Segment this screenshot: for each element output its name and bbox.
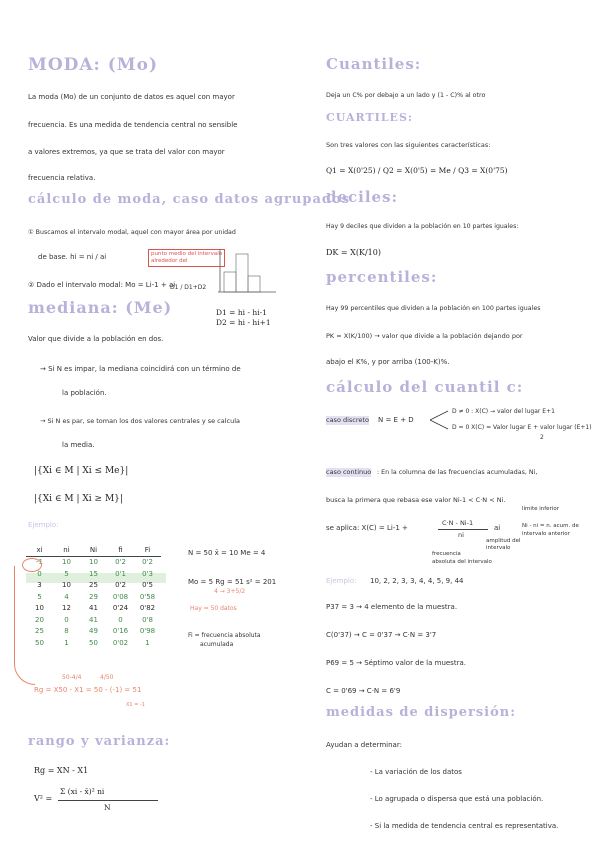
cell: 10 — [62, 581, 71, 590]
percentiles-title: percentiles: — [326, 268, 438, 286]
red-calc-2: Hay = 50 datos — [190, 605, 237, 612]
c037-line: C(0'37) → C = 0'37 → C·N = 3'7 — [326, 631, 437, 639]
cell: 5 — [37, 592, 42, 601]
cell: 8 — [64, 627, 69, 636]
moda-title: MODA: (Mo) — [28, 55, 158, 75]
cell: 10 — [89, 558, 98, 567]
d1-formula: D1 = hi - hi-1 — [216, 308, 267, 317]
dispersion-item-3: - Si la medida de tendencia central es representativa. — [370, 822, 559, 830]
cell: 41 — [89, 604, 98, 613]
frequency-table — [26, 544, 161, 649]
cuartiles-formula: Q1 = X(0'25) / Q2 = X(0'5) = Me / Q3 = X(0'75) — [326, 166, 508, 175]
cell: 25 — [35, 627, 44, 636]
dispersion-intro: Ayudan a determinar: — [326, 741, 402, 749]
cell: 0'82 — [139, 604, 156, 613]
cell: 10 — [62, 558, 71, 567]
continuo-frac-line — [438, 529, 488, 530]
moda-text-line-4: frecuencia relativa. — [28, 174, 96, 182]
deciles-line: Hay 9 deciles que dividen a la población en 10 partes iguales: — [326, 223, 519, 230]
rg-formula-example: Rg = X50 - X1 = 50 - (-1) = 51 — [34, 686, 142, 694]
moda-step-2-fraction: D1 / D1+D2 — [170, 284, 207, 291]
moda-text-line-1: La moda (Mo) de un conjunto de datos es aquel con mayor — [28, 93, 235, 101]
table-header-row — [26, 544, 161, 556]
cell: 29 — [89, 592, 98, 601]
cell: -1 — [36, 558, 43, 567]
ejemplo-label-left: Ejemplo: — [28, 521, 59, 529]
table-row — [26, 626, 161, 638]
amplitud-note-1: amplitud del — [486, 538, 521, 544]
caso-continuo-line-2: busca la primera que rebasa ese valor Ni-1 < C·N < Ni. — [326, 496, 506, 504]
stats-line-2: Mo = 5 Rg = 51 s² = 201 — [188, 578, 277, 586]
cell: 0'58 — [139, 592, 156, 601]
set-formula-1: |{Xi ∈ M | Xi ≤ Me}| — [34, 466, 129, 476]
cell: 0 — [37, 569, 42, 578]
cell: 5 — [64, 569, 69, 578]
cell: 0'16 — [112, 627, 129, 636]
mini-histogram — [216, 246, 280, 296]
deciles-title: deciles: — [326, 188, 399, 206]
red-calc-4: acumulada — [200, 641, 234, 648]
cell: 25 — [89, 581, 98, 590]
cell: 50 — [35, 638, 44, 647]
cell: 4 — [64, 592, 69, 601]
moda-step-1b: de base. hi = ni / ai — [38, 253, 107, 261]
variance-denominator: N — [104, 803, 111, 812]
branch-brace — [428, 408, 450, 432]
red-note-line-1: punto medio del intervalo — [151, 251, 223, 257]
ni-note-2: intervalo anterior — [522, 531, 570, 537]
se-aplica-formula: se aplica: X(C) = Li-1 + — [326, 524, 408, 532]
dispersion-title: medidas de dispersión: — [326, 705, 517, 720]
frec-abs-note-2: absoluta del intervalo — [432, 559, 492, 565]
moda-step-2: ② Dado el intervalo modal: Mo = Li-1 + ai — [28, 281, 176, 289]
table-row — [26, 568, 161, 580]
mediana-title: mediana: (Me) — [28, 298, 173, 317]
c069-line: C = 0'69 → C·N = 6'9 — [326, 687, 401, 695]
ranges-note-2: 4/50 — [100, 674, 114, 681]
ni-note-1: Ni - ni = n. acum. de — [522, 523, 579, 529]
cuantiles-title: Cuantiles: — [326, 55, 422, 73]
cell: 10 — [35, 604, 44, 613]
caso-continuo-line-1: : En la columna de las frecuencias acumuladas, Ni, — [377, 469, 538, 476]
continuo-frac-num: C·N - Ni-1 — [442, 519, 474, 527]
discreto-branch-2-den: 2 — [540, 434, 544, 441]
cell: 3 — [37, 581, 42, 590]
set-formula-2: |{Xi ∈ M | Xi ≥ M}| — [34, 494, 123, 504]
table-row — [26, 591, 161, 603]
header-ni: ni — [53, 544, 80, 556]
mediana-line-3: la población. — [62, 389, 107, 397]
cell: 0'5 — [142, 581, 153, 590]
cuartiles-line: Son tres valores con las siguientes características: — [326, 141, 491, 149]
moda-text-line-3: a valores extremos, ya que se trata del valor con mayor — [28, 148, 225, 156]
header-Ni: Ni — [80, 544, 107, 556]
variance-fraction-line — [58, 800, 158, 801]
dispersion-item-2: - Lo agrupada o dispersa que está una población. — [370, 795, 544, 803]
ejemplo-data: 10, 2, 2, 3, 3, 4, 4, 5, 9, 44 — [370, 577, 464, 585]
frec-abs-note-1: frecuencia — [432, 551, 461, 557]
p37-line: P37 = 3 → 4 elemento de la muestra. — [326, 603, 458, 611]
percentiles-line-1: Hay 99 percentiles que dividen a la población en 100 partes iguales — [326, 305, 541, 312]
table-row — [26, 580, 161, 592]
red-note-line-2: alrededor del — [151, 258, 188, 264]
continuo-ai: ai — [494, 524, 501, 532]
red-note-box — [148, 249, 225, 267]
cell: 0'8 — [142, 615, 153, 624]
stats-line-1: N = 50 x̄ = 10 Me = 4 — [188, 549, 266, 557]
table-row — [26, 556, 161, 568]
d2-formula: D2 = hi - hi+1 — [216, 318, 271, 327]
cuartiles-title: CUARTILES: — [326, 111, 413, 124]
cell: 0'3 — [142, 569, 153, 578]
moda-step-1: ① Buscamos el intervalo modal, aquel con mayor área por unidad — [28, 229, 236, 236]
mediana-line-4: → Si N es par, se toman los dos valores centrales y se calcula — [40, 417, 241, 425]
deciles-formula: DK = X(K/10) — [326, 248, 381, 257]
calc-moda-title: cálculo de moda, caso datos agrupados — [28, 192, 350, 207]
variance-numerator: Σ (xi - x̄)² ni — [60, 787, 105, 796]
cell: 0'02 — [112, 638, 129, 647]
cell: 49 — [89, 627, 98, 636]
variance-lhs: V² = — [34, 794, 53, 803]
dispersion-item-1: - La variación de los datos — [370, 768, 462, 776]
percentiles-line-3: abajo el K%, y por arriba (100-K)%. — [326, 358, 450, 366]
continuo-frac-den: ni — [458, 531, 464, 539]
x1-note: X1 = -1 — [126, 702, 145, 708]
cell: 0'2 — [115, 581, 126, 590]
red-arc-annotation — [14, 566, 35, 685]
p69-line: P69 = 5 → Séptimo valor de la muestra. — [326, 659, 466, 667]
caso-discreto-label: caso discreto — [326, 416, 369, 424]
rango-title: rango y varianza: — [28, 734, 171, 749]
cuantiles-line: Deja un C% por debajo a un lado y (1 - C)% al otro — [326, 92, 486, 99]
header-xi: xi — [26, 544, 53, 556]
mediana-line-2: → Si N es impar, la mediana coincidirá con un término de — [40, 365, 241, 373]
table-row — [26, 603, 161, 615]
caso-discreto-formula: N = E + D — [378, 416, 414, 424]
cell: 50 — [89, 638, 98, 647]
cell: 0'24 — [112, 604, 129, 613]
table-row — [26, 637, 161, 649]
discreto-branch-2: D = 0 X(C) = Valor lugar E + valor lugar (E+1) — [452, 424, 592, 431]
red-calc-3: Fi = frecuencia absoluta — [188, 632, 261, 639]
rango-formula: Rg = XN - X1 — [34, 766, 89, 775]
ranges-note-1: 50-4/4 — [62, 674, 82, 681]
moda-text-line-2: frecuencia. Es una medida de tendencia central no sensible — [28, 121, 238, 129]
limite-inferior-note: límite inferior — [522, 506, 559, 512]
cell: 0'2 — [115, 558, 126, 567]
caso-continuo-label: caso continuo — [326, 468, 372, 476]
cell: 0'08 — [112, 592, 129, 601]
cell: 20 — [35, 615, 44, 624]
cell: 12 — [62, 604, 71, 613]
cell: 15 — [89, 569, 98, 578]
amplitud-note-2: intervalo — [486, 545, 511, 551]
discreto-branch-1: D ≠ 0 : X(C) → valor del lugar E+1 — [452, 408, 555, 415]
cell: 1 — [64, 638, 69, 647]
calc-cuantil-title: cálculo del cuantil c: — [326, 378, 524, 396]
cell: 0'2 — [142, 558, 153, 567]
mediana-line-1: Valor que divide a la población en dos. — [28, 335, 164, 343]
cell: 0'1 — [115, 569, 126, 578]
cell: 0 — [118, 615, 123, 624]
header-fi: fi — [107, 544, 134, 556]
cell: 0'98 — [139, 627, 156, 636]
cell: 41 — [89, 615, 98, 624]
red-calc-1: 4 → 3+5/2 — [214, 588, 246, 595]
ejemplo-label-right: Ejemplo: — [326, 577, 357, 585]
percentiles-line-2: PK = X(K/100) → valor que divide a la población dejando por — [326, 332, 523, 340]
table-row — [26, 614, 161, 626]
header-Fi: Fi — [134, 544, 161, 556]
cell: 1 — [145, 638, 150, 647]
cell: 0 — [64, 615, 69, 624]
mediana-line-5: la media. — [62, 441, 95, 449]
